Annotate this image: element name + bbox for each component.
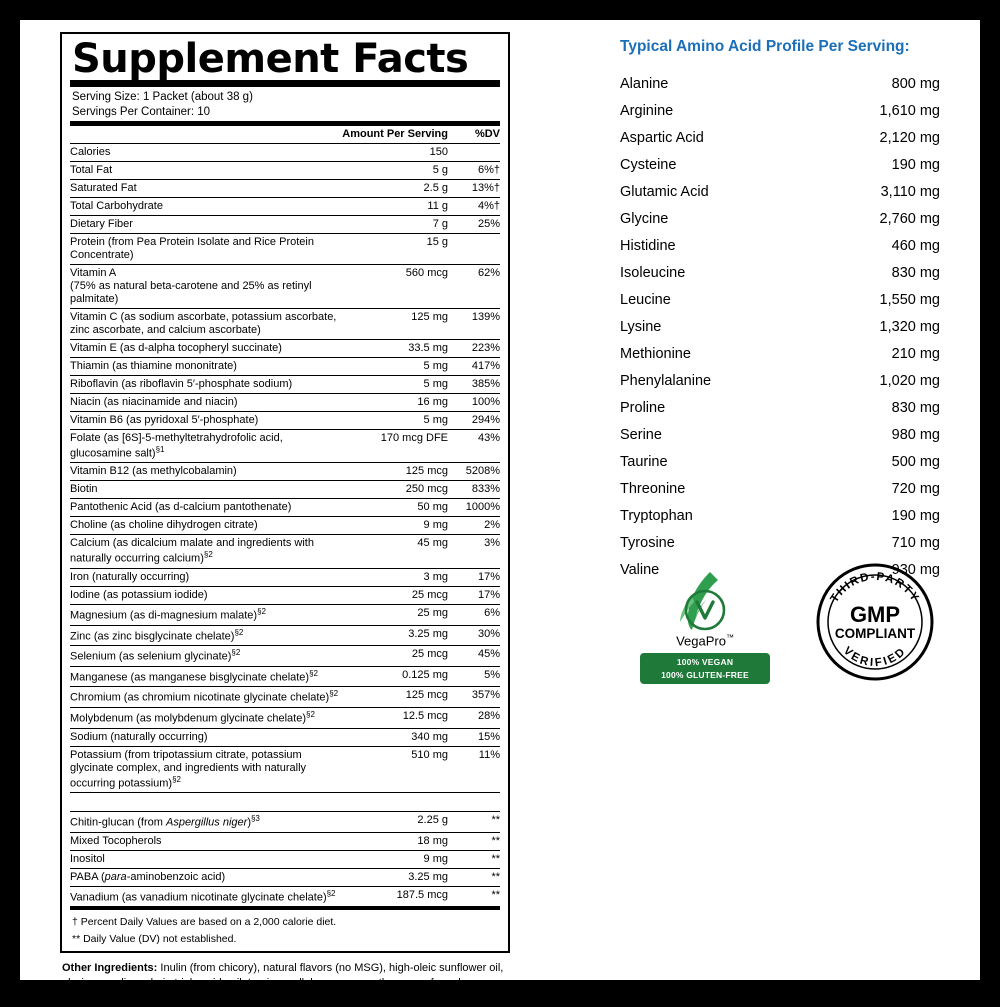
table-row	[70, 646, 500, 667]
amino-acid-row	[620, 340, 940, 367]
amino-acid-value: 190 mg	[891, 156, 940, 173]
page-title: Supplement Facts	[72, 36, 469, 82]
other-ingredients: Other Ingredients: Inulin (from chicory), natural flavors (no MSG), high-oleic sunflower oil, glycine, medium-chain triglyceride oil, taurine, cellulose gum, xanthan gum, fungal proteases,$^{\S 4}$ guar gum, monk fruit extract, and L-glutamine.	[62, 962, 504, 1005]
nutrient-amount: 12.5 mcg	[342, 708, 448, 729]
supplement-facts-panel	[60, 32, 510, 953]
table-row	[70, 198, 500, 216]
nutrient-dv: 17%	[448, 586, 500, 604]
amino-acid-row	[620, 313, 940, 340]
amino-acid-value: 500 mg	[891, 453, 940, 470]
amino-acid-row	[620, 448, 940, 475]
amino-acid-row	[620, 97, 940, 124]
nutrient-amount: 250 mcg	[342, 481, 448, 499]
table-row	[70, 832, 500, 850]
nutrient-name: Zinc (as zinc bisglycinate chelate)$^{\S 2}$	[70, 625, 342, 646]
nutrient-amount: 2.25 g	[342, 812, 448, 833]
amino-acid-value: 3,110 mg	[880, 183, 940, 200]
nutrient-name: Choline (as choline dihydrogen citrate)	[70, 517, 342, 535]
amino-acid-name: Tryptophan	[620, 507, 693, 524]
nutrient-amount: 170 mcg DFE	[342, 429, 448, 463]
nutrient-name: Folate (as [6S]-5-methyltetrahydrofolic acid, glucosamine salt)$^{\S 1}$	[70, 429, 342, 463]
amino-acid-value: 710 mg	[891, 534, 940, 551]
table-row	[70, 708, 500, 729]
table-row	[70, 411, 500, 429]
nutrient-amount: 0.125 mg	[342, 666, 448, 687]
nutrient-amount: 5 mg	[342, 358, 448, 376]
table-row	[70, 868, 500, 886]
amino-acid-name: Phenylalanine	[620, 372, 712, 389]
nutrient-dv: 3%	[448, 535, 500, 569]
table-row	[70, 604, 500, 625]
nutrient-dv: **	[448, 812, 500, 833]
footnote-daily-value: † Percent Daily Values are based on a 2,000 calorie diet.	[72, 916, 337, 929]
table-row	[70, 746, 500, 793]
footnote-dv-not-established: ** Daily Value (DV) not established.	[72, 932, 237, 945]
divider-medium-2	[70, 906, 500, 910]
nutrient-name: Vitamin B6 (as pyridoxal 5′-phosphate)	[70, 411, 342, 429]
gluten-free-line: 100% GLUTEN-FREE	[661, 669, 749, 680]
nutrient-dv: 385%	[448, 375, 500, 393]
svg-text:VERIFIED	[841, 645, 909, 669]
nutrient-name: Inositol	[70, 850, 342, 868]
table-row	[70, 393, 500, 411]
nutrient-dv: 1000%	[448, 499, 500, 517]
table-row	[70, 535, 500, 569]
nutrient-dv: 17%	[448, 568, 500, 586]
trademark-symbol: ™	[725, 633, 734, 642]
amino-acid-name: Arginine	[620, 102, 674, 119]
gmp-badge	[815, 562, 935, 682]
amino-acid-name: Lysine	[620, 318, 662, 335]
nutrient-name: Thiamin (as thiamine mononitrate)	[70, 358, 342, 376]
nutrient-dv: 62%	[448, 265, 500, 309]
nutrient-amount: 3.25 mg	[342, 868, 448, 886]
amino-acid-row	[620, 367, 940, 394]
nutrient-name: Saturated Fat	[70, 180, 342, 198]
amino-acid-row	[620, 259, 940, 286]
column-header-blank	[70, 126, 342, 144]
nutrient-amount: 3.25 mg	[342, 625, 448, 646]
amino-acid-name: Histidine	[620, 237, 676, 254]
footnote-marker: §2	[306, 710, 315, 719]
amino-acid-name: Threonine	[620, 480, 686, 497]
nutrient-dv: **	[448, 868, 500, 886]
footnote-marker: §3	[250, 814, 260, 824]
amino-acid-row	[620, 394, 940, 421]
amino-acid-row	[620, 205, 940, 232]
vegapro-badge	[640, 570, 770, 684]
amino-acid-row	[620, 529, 940, 556]
vegapro-label	[640, 633, 770, 648]
nutrient-name: Vitamin B12 (as methylcobalamin)	[70, 463, 342, 481]
amino-acid-value: 800 mg	[891, 75, 940, 92]
amino-acid-row	[620, 70, 940, 97]
nutrient-name: Vitamin C (as sodium ascorbate, potassium ascorbate, zinc ascorbate, and calcium ascorbate)	[70, 309, 342, 340]
nutrient-amount: 18 mg	[342, 832, 448, 850]
table-row	[70, 340, 500, 358]
nutrient-name: Magnesium (as di-magnesium malate)$^{\S 2}$	[70, 604, 342, 625]
footnote-marker: §2	[257, 606, 266, 616]
footnote-marker: §1	[155, 444, 165, 454]
gmp-top-text: THIRD-PARTY	[828, 570, 922, 605]
footnote-marker: §2	[329, 689, 339, 699]
amino-acid-row	[620, 124, 940, 151]
table-row	[70, 850, 500, 868]
nutrient-name: Total Fat	[70, 162, 342, 180]
nutrient-name: Manganese (as manganese bisglycinate chelate)$^{\S 2}$	[70, 666, 342, 687]
amino-acid-value: 830 mg	[891, 264, 940, 281]
nutrient-name: Molybdenum (as molybdenum glycinate chelate)$^{\S 2}$	[70, 708, 342, 729]
nutrient-dv: 139%	[448, 309, 500, 340]
nutrient-amount: 25 mcg	[342, 646, 448, 667]
amino-acid-name: Aspartic Acid	[620, 129, 704, 146]
nutrient-dv: 100%	[448, 393, 500, 411]
servings-per-container: Servings Per Container: 10	[72, 105, 211, 118]
italic-term: Aspergillus niger	[165, 816, 248, 829]
nutrient-amount: 5 mg	[342, 375, 448, 393]
amino-acid-row	[620, 286, 940, 313]
italic-term: para	[104, 870, 127, 883]
amino-acid-name: Glycine	[620, 210, 669, 227]
nutrient-amount: 5 mg	[342, 411, 448, 429]
amino-acid-row	[620, 421, 940, 448]
serving-size: Serving Size: 1 Packet (about 38 g)	[72, 91, 253, 103]
nutrient-name: Chromium (as chromium nicotinate glycinate chelate)$^{\S 2}$	[70, 687, 342, 708]
nutrient-dv: 223%	[448, 340, 500, 358]
nutrient-amount: 2.5 g	[342, 180, 448, 198]
footnote-marker: §2	[309, 668, 318, 678]
amino-acid-value: 1,320 mg	[879, 318, 940, 335]
nutrient-dv	[448, 144, 500, 162]
table-row	[70, 625, 500, 646]
vegapro-brand: VegaPro	[676, 633, 726, 649]
nutrient-amount: 25 mg	[342, 604, 448, 625]
amino-acid-name: Proline	[620, 399, 666, 416]
nutrient-amount: 16 mg	[342, 393, 448, 411]
nutrient-dv: 30%	[448, 625, 500, 646]
vegan-gluten-free-tag	[640, 653, 770, 684]
table-row	[70, 481, 500, 499]
nutrient-amount: 560 mcg	[342, 265, 448, 309]
nutrient-dv: **	[448, 832, 500, 850]
document-page	[20, 20, 980, 1005]
nutrient-dv: 833%	[448, 481, 500, 499]
nutrition-table	[70, 125, 500, 906]
table-row	[70, 144, 500, 162]
amino-acid-name: Glutamic Acid	[620, 183, 709, 200]
nutrient-amount: 15 g	[342, 234, 448, 265]
nutrient-amount: 3 mg	[342, 568, 448, 586]
nutrient-name: Calcium (as dicalcium malate and ingredients with naturally occurring calcium)$^{\S 2}$	[70, 535, 342, 569]
nutrient-name: Selenium (as selenium glycinate)$^{\S 2}$	[70, 646, 342, 667]
nutrient-dv	[448, 234, 500, 265]
vegan-line: 100% VEGAN	[676, 657, 734, 668]
amino-acid-value: 720 mg	[891, 480, 940, 497]
table-row	[70, 358, 500, 376]
table-row	[70, 180, 500, 198]
amino-acid-name: Alanine	[620, 75, 669, 92]
nutrient-dv: 43%	[448, 429, 500, 463]
table-row	[70, 517, 500, 535]
footnote-marker: §2	[326, 888, 336, 898]
leaf-icon	[640, 570, 770, 632]
nutrient-amount: 7 g	[342, 216, 448, 234]
amino-acid-panel	[620, 38, 940, 583]
footnote-marker: §2	[172, 774, 181, 784]
amino-acid-value: 460 mg	[891, 237, 940, 254]
nutrient-dv: 4%†	[448, 198, 500, 216]
nutrient-dv: 294%	[448, 411, 500, 429]
nutrient-amount: 125 mcg	[342, 687, 448, 708]
amino-acid-row	[620, 151, 940, 178]
table-row	[70, 162, 500, 180]
table-row	[70, 586, 500, 604]
nutrient-name: Vitamin E (as d-alpha tocopheryl succinate)	[70, 340, 342, 358]
table-spacer	[70, 793, 500, 812]
nutrient-dv: 417%	[448, 358, 500, 376]
nutrient-amount: 125 mg	[342, 309, 448, 340]
amino-acid-value: 210 mg	[891, 345, 940, 362]
table-row	[70, 234, 500, 265]
nutrient-name: Biotin	[70, 481, 342, 499]
amino-acid-title: Typical Amino Acid Profile Per Serving:	[620, 38, 910, 55]
nutrient-dv: 28%	[448, 708, 500, 729]
nutrient-name: Chitin-glucan (from Aspergillus niger)$^{\S 3}$	[70, 812, 342, 833]
amino-acid-name: Cysteine	[620, 156, 677, 173]
nutrient-name: Vanadium (as vanadium nicotinate glycinate chelate)$^{\S 2}$	[70, 886, 342, 906]
table-row	[70, 666, 500, 687]
nutrient-name: Total Carbohydrate	[70, 198, 342, 216]
amino-acid-row	[620, 502, 940, 529]
nutrient-dv: 13%†	[448, 180, 500, 198]
amino-acid-value: 980 mg	[891, 426, 940, 443]
nutrient-amount: 5 g	[342, 162, 448, 180]
gmp-main-line1: GMP	[849, 602, 901, 627]
amino-acid-value: 2,760 mg	[879, 210, 940, 227]
amino-acid-name: Isoleucine	[620, 264, 686, 281]
nutrient-dv: 6%	[448, 604, 500, 625]
amino-acid-name: Serine	[620, 426, 662, 443]
table-header-row	[70, 126, 500, 144]
nutrient-amount: 150	[342, 144, 448, 162]
amino-acid-name: Methionine	[620, 345, 691, 362]
amino-acid-value: 1,020 mg	[879, 372, 940, 389]
footnote-marker: §2	[231, 648, 241, 658]
nutrient-name: Vitamin A (75% as natural beta-carotene and 25% as retinyl palmitate)	[70, 265, 342, 309]
table-row	[70, 265, 500, 309]
amino-acid-row	[620, 475, 940, 502]
nutrient-name: PABA (para-aminobenzoic acid)	[70, 868, 342, 886]
nutrient-amount: 340 mg	[342, 728, 448, 746]
amino-acid-value: 1,610 mg	[879, 102, 940, 119]
nutrient-amount: 9 mg	[342, 517, 448, 535]
nutrient-name: Niacin (as niacinamide and niacin)	[70, 393, 342, 411]
column-header-dv: %DV	[448, 126, 500, 144]
amino-acid-table	[620, 70, 940, 583]
nutrient-name: Pantothenic Acid (as d-calcium pantothenate)	[70, 499, 342, 517]
nutrient-amount: 11 g	[342, 198, 448, 216]
amino-acid-value: 1,550 mg	[879, 291, 940, 308]
nutrient-dv: 2%	[448, 517, 500, 535]
other-ingredients-label: Other Ingredients:	[62, 962, 158, 974]
table-row	[70, 216, 500, 234]
nutrient-dv: 5%	[448, 666, 500, 687]
nutrient-dv: 45%	[448, 646, 500, 667]
amino-acid-name: Leucine	[620, 291, 671, 308]
nutrient-amount: 50 mg	[342, 499, 448, 517]
table-row	[70, 499, 500, 517]
amino-acid-row	[620, 178, 940, 205]
amino-acid-name: Valine	[620, 561, 660, 578]
table-row	[70, 309, 500, 340]
nutrient-amount: 510 mg	[342, 746, 448, 793]
amino-acid-value: 830 mg	[891, 399, 940, 416]
nutrient-amount: 9 mg	[342, 850, 448, 868]
gmp-main-line2: COMPLIANT	[834, 626, 916, 641]
table-row	[70, 886, 500, 906]
table-row	[70, 463, 500, 481]
nutrient-name: Sodium (naturally occurring)	[70, 728, 342, 746]
table-row	[70, 728, 500, 746]
nutrient-dv: **	[448, 886, 500, 906]
amino-acid-name: Taurine	[620, 453, 668, 470]
table-row	[70, 568, 500, 586]
amino-acid-name: Tyrosine	[620, 534, 675, 551]
nutrient-dv: 357%	[448, 687, 500, 708]
nutrient-amount: 187.5 mcg	[342, 886, 448, 906]
table-row	[70, 375, 500, 393]
nutrient-amount: 125 mcg	[342, 463, 448, 481]
nutrient-name: Iron (naturally occurring)	[70, 568, 342, 586]
table-row	[70, 429, 500, 463]
certification-badges	[620, 560, 950, 700]
table-row	[70, 812, 500, 833]
nutrient-dv: 6%†	[448, 162, 500, 180]
footnote-marker: §2	[203, 550, 213, 560]
footnote-marker: §4	[113, 990, 123, 1000]
nutrient-name: Iodine (as potassium iodide)	[70, 586, 342, 604]
nutrient-dv: 15%	[448, 728, 500, 746]
nutrient-name: Potassium (from tripotassium citrate, potassium glycinate complex, and ingredients with naturally occurring potassium)$^{\S 2}$	[70, 746, 342, 793]
nutrient-name: Riboflavin (as riboflavin 5′-phosphate sodium)	[70, 375, 342, 393]
nutrient-name: Calories	[70, 144, 342, 162]
nutrient-dv: 5208%	[448, 463, 500, 481]
table-row	[70, 687, 500, 708]
nutrient-amount: 45 mg	[342, 535, 448, 569]
nutrient-dv: 11%	[448, 746, 500, 793]
amino-acid-row	[620, 232, 940, 259]
nutrient-name: Mixed Tocopherols	[70, 832, 342, 850]
amino-acid-value: 190 mg	[891, 507, 940, 524]
column-header-amount: Amount Per Serving	[342, 126, 448, 144]
nutrient-name: Protein (from Pea Protein Isolate and Rice Protein Concentrate)	[70, 234, 342, 265]
nutrient-name: Dietary Fiber	[70, 216, 342, 234]
nutrient-dv: **	[448, 850, 500, 868]
nutrient-amount: 33.5 mg	[342, 340, 448, 358]
amino-acid-value: 2,120 mg	[879, 129, 940, 146]
footnote-marker: §2	[234, 627, 244, 637]
gmp-bottom-text: VERIFIED	[840, 644, 910, 670]
nutrient-dv: 25%	[448, 216, 500, 234]
amino-acid-value: 930 mg	[891, 561, 940, 578]
nutrient-amount: 25 mcg	[342, 586, 448, 604]
